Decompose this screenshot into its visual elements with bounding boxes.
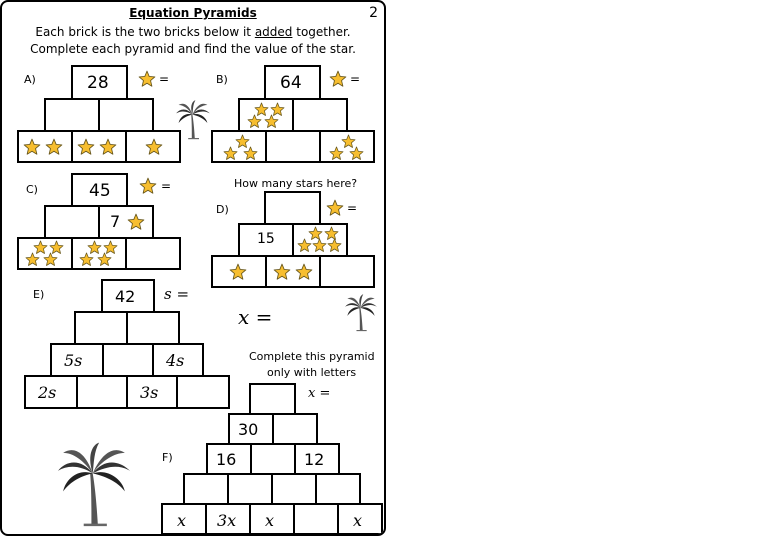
pyramid-a-equals: =: [159, 72, 170, 86]
pyramid-f-row3-brick-1[interactable]: [206, 443, 252, 475]
pyramid-b-row3-brick-2[interactable]: [265, 130, 321, 163]
pyramid-f-bottom-brick-2[interactable]: [205, 503, 251, 535]
pyramid-c-row3-brick-3[interactable]: [125, 237, 181, 270]
star-icon: [79, 252, 94, 267]
star-icon: [264, 114, 279, 129]
instruction-text-a: Each brick is the two bricks below it: [35, 25, 255, 39]
pyramid-e-row3-left: 2s: [38, 383, 57, 402]
pyramid-f-instruction-1: Complete this pyramid: [249, 350, 375, 363]
star-icon: [229, 263, 247, 281]
pyramid-f-row2-brick-1[interactable]: [228, 413, 274, 445]
palm-tree-icon: [175, 98, 211, 142]
instruction-emphasis: added: [254, 25, 293, 39]
instruction-text-b: together.: [292, 25, 351, 39]
pyramid-e-row2-brick-1[interactable]: [74, 311, 128, 345]
star-icon: [243, 146, 258, 161]
pyramid-f-top-brick[interactable]: [249, 383, 296, 416]
star-icon: [77, 138, 95, 156]
pyramid-d-row3-brick-3[interactable]: [319, 255, 375, 288]
pyramid-a-row3-brick-2[interactable]: [71, 130, 127, 163]
star-icon: [327, 238, 342, 253]
pyramid-a-top-value: 28: [87, 73, 109, 93]
page-title: Equation Pyramids: [129, 6, 257, 20]
pyramid-f-row3-brick-3[interactable]: [294, 443, 340, 475]
star-icon: [223, 146, 238, 161]
pyramid-a-row2-brick-1[interactable]: [44, 98, 100, 132]
star-icon: [97, 252, 112, 267]
pyramid-c-row2-brick-1[interactable]: [44, 205, 100, 239]
pyramid-f-bottom-3: x: [265, 511, 275, 530]
pyramid-e-x-equals: x =: [238, 305, 273, 329]
pyramid-f-row4-brick-3[interactable]: [271, 473, 317, 505]
pyramid-b-row3-brick-3[interactable]: [319, 130, 375, 163]
pyramid-d-row3-brick-2[interactable]: [265, 255, 321, 288]
pyramid-c-top-value: 45: [89, 181, 111, 201]
pyramid-e-label: E): [33, 288, 45, 301]
pyramid-e-row2-right: 4s: [166, 351, 185, 370]
pyramid-e-top-value: 42: [115, 287, 136, 306]
star-icon: [273, 263, 291, 281]
pyramid-e-row3-brick-1[interactable]: [50, 343, 104, 377]
pyramid-b-top-value: 64: [280, 73, 302, 93]
star-icon: [326, 199, 344, 217]
pyramid-a-top-brick[interactable]: [71, 65, 128, 100]
pyramid-c-top-brick[interactable]: [71, 173, 128, 207]
star-icon: [297, 238, 312, 253]
palm-tree-icon: [344, 292, 378, 334]
pyramid-d-row2-brick-2[interactable]: [292, 223, 348, 257]
star-icon: [247, 114, 262, 129]
star-icon: [45, 138, 63, 156]
pyramid-f-x-equals: x =: [308, 386, 331, 401]
worksheet: [0, 0, 386, 536]
pyramid-a-row3-brick-3[interactable]: [125, 130, 181, 163]
pyramid-e-row2-left: 5s: [64, 351, 83, 370]
pyramid-c-row3-brick-2[interactable]: [71, 237, 127, 270]
palm-tree-icon: [52, 440, 136, 530]
pyramid-f-row4-brick-2[interactable]: [227, 473, 273, 505]
instruction-line-2: Complete each pyramid and find the value of the star.: [30, 42, 356, 56]
pyramid-d-question: How many stars here?: [234, 177, 358, 190]
pyramid-b-top-brick[interactable]: [264, 65, 321, 100]
page-number: 2: [369, 5, 378, 21]
pyramid-d-label: D): [216, 203, 229, 216]
star-icon: [139, 177, 157, 195]
pyramid-e-row3-mid: 3s: [140, 383, 159, 402]
pyramid-e-row3-brick-3[interactable]: [152, 343, 204, 377]
pyramid-f-row2-value: 30: [238, 420, 259, 439]
pyramid-f-bottom-brick-1[interactable]: [161, 503, 207, 535]
star-icon: [312, 238, 327, 253]
pyramid-e-s-equals: s =: [164, 285, 190, 303]
pyramid-f-instruction-2: only with letters: [267, 366, 357, 379]
pyramid-a-label: A): [24, 73, 36, 86]
pyramid-e-top-brick[interactable]: [101, 279, 155, 313]
pyramid-c-row3-brick-1[interactable]: [17, 237, 73, 270]
pyramid-f-row4-brick-4[interactable]: [315, 473, 361, 505]
pyramid-c-equals: =: [161, 179, 172, 193]
pyramid-f-bottom-brick-5[interactable]: [337, 503, 383, 535]
pyramid-e-row3-brick-2[interactable]: [102, 343, 154, 377]
pyramid-d-equals: =: [347, 201, 358, 215]
pyramid-f-bottom-brick-3[interactable]: [249, 503, 295, 535]
star-icon: [127, 213, 145, 231]
pyramid-e-row4-brick-1[interactable]: [24, 375, 78, 409]
star-icon: [329, 146, 344, 161]
pyramid-f-bottom-1: x: [177, 511, 187, 530]
pyramid-a-row3-brick-1[interactable]: [17, 130, 73, 163]
pyramid-b-row2-brick-1[interactable]: [238, 98, 294, 132]
pyramid-f-bottom-brick-4[interactable]: [293, 503, 339, 535]
pyramid-b-label: B): [216, 73, 228, 86]
pyramid-f-row3-brick-2[interactable]: [250, 443, 296, 475]
star-icon: [329, 70, 347, 88]
pyramid-e-row4-brick-3[interactable]: [126, 375, 178, 409]
pyramid-e-row2-brick-2[interactable]: [126, 311, 180, 345]
pyramid-d-middle-value: 15: [257, 231, 275, 247]
pyramid-f-row4-brick-1[interactable]: [183, 473, 229, 505]
pyramid-f-label: F): [162, 451, 173, 464]
pyramid-f-bottom-2: 3x: [217, 511, 237, 530]
pyramid-d-top-brick[interactable]: [264, 191, 321, 225]
pyramid-f-bottom-5: x: [353, 511, 363, 530]
star-icon: [23, 138, 41, 156]
pyramid-a-row2-brick-2[interactable]: [98, 98, 154, 132]
pyramid-e-row4-brick-2[interactable]: [76, 375, 128, 409]
pyramid-b-row3-brick-1[interactable]: [211, 130, 267, 163]
pyramid-c-label: C): [26, 183, 38, 196]
star-icon: [295, 263, 313, 281]
pyramid-f-row3-left: 16: [216, 450, 237, 469]
star-icon: [43, 252, 58, 267]
star-icon: [25, 252, 40, 267]
pyramid-b-equals: =: [350, 72, 361, 86]
instruction-line-1: [2, 25, 384, 39]
pyramid-b-row2-brick-2[interactable]: [292, 98, 348, 132]
pyramid-f-row2-brick-2[interactable]: [272, 413, 318, 445]
pyramid-e-row4-brick-4[interactable]: [176, 375, 230, 409]
pyramid-d-row2-brick-1[interactable]: [238, 223, 294, 257]
pyramid-d-row3-brick-1[interactable]: [211, 255, 267, 288]
pyramid-f-row3-right: 12: [304, 450, 325, 469]
pyramid-c-row2-brick-2[interactable]: [98, 205, 154, 239]
star-icon: [138, 70, 156, 88]
star-icon: [349, 146, 364, 161]
star-icon: [99, 138, 117, 156]
pyramid-c-middle-value: 7: [110, 212, 121, 231]
star-icon: [145, 138, 163, 156]
